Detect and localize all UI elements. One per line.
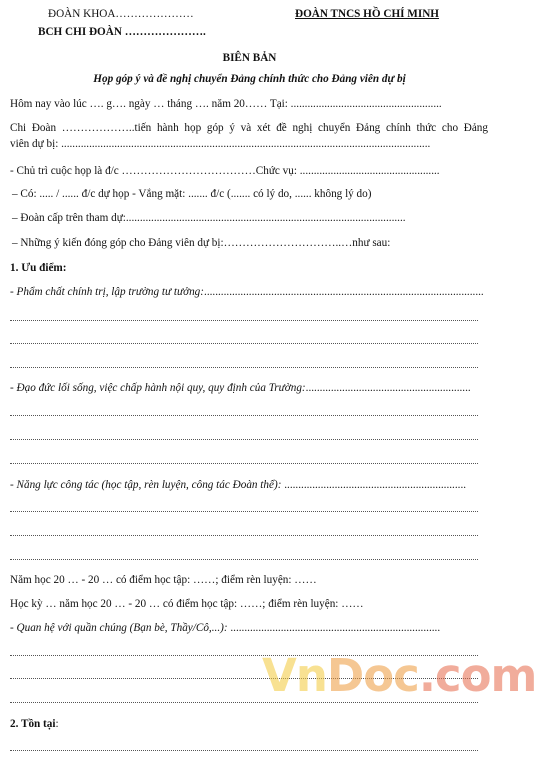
- section-1-heading: 1. Ưu điểm:: [10, 262, 67, 274]
- header-left-chidoan: BCH CHI ĐOÀN ………………….: [38, 26, 206, 38]
- item-2-row: [10, 381, 471, 395]
- chutri-line: - Chủ trì cuộc họp là đ/c ………………………………Chức vụ: ..................................................: [10, 165, 440, 177]
- item-1-label: - Phẩm chất chính trị, lập trường tư tưởng:: [10, 286, 205, 298]
- attendance-line: – Có: ..... / ...... đ/c dự họp - Vắng mặt: ....... đ/c (....... có lý do, ...... không lý do): [12, 188, 372, 200]
- chidoan-line-1: Chi Đoàn ………………..tiến hành họp góp ý và xét đề nghị chuyển Đảng chính thức cho Đảng: [10, 122, 488, 134]
- section-2-colon: :: [55, 718, 59, 730]
- page-subtitle: Họp góp ý và đề nghị chuyển Đảng chính thức cho Đảng viên dự bị: [93, 73, 406, 85]
- ykien-line: – Những ý kiến đóng góp cho Đảng viên dự bị:…………………………..…như sau:: [12, 237, 391, 249]
- section-2-row: [10, 717, 59, 731]
- dotted-line: [10, 463, 478, 464]
- item-1-row: [10, 285, 484, 299]
- item-2-dots: ...........................................................: [305, 382, 471, 394]
- dotted-line: [10, 559, 478, 560]
- doancap-line: – Đoàn cấp trên tham dự:....................................................................................................: [12, 212, 406, 224]
- dotted-line: [10, 535, 478, 536]
- item-3-row: [10, 478, 466, 492]
- item-3-dots: .................................................................: [281, 479, 467, 491]
- dotted-line: [10, 439, 478, 440]
- date-line: Hôm nay vào lúc …. g…. ngày … tháng …. năm 20…… Tại: ......................................................: [10, 98, 442, 110]
- dotted-line: [10, 750, 478, 751]
- dotted-line: [10, 511, 478, 512]
- dotted-line: [10, 367, 478, 368]
- item-3-label: - Năng lực công tác (học tập, rèn luyện, công tác Đoàn thể):: [10, 479, 282, 491]
- vndoc-watermark-logo: [262, 648, 536, 704]
- dotted-line: [10, 320, 478, 321]
- dotted-line: [10, 415, 478, 416]
- watermark-part-3: .com: [418, 649, 536, 702]
- dotted-line: [10, 343, 478, 344]
- item-4-row: [10, 621, 440, 635]
- item-4-label: - Quan hệ với quần chúng (Bạn bè, Thầy/Cô,...):: [10, 622, 228, 634]
- header-right-doan: ĐOÀN TNCS HỒ CHÍ MINH: [295, 8, 440, 20]
- chidoan-line-2: viên dự bị: ....................................................................................................................................: [10, 138, 431, 150]
- section-2-heading: 2. Tồn tại: [10, 718, 56, 730]
- header-left-khoa: ĐOÀN KHOA…………………: [48, 8, 194, 20]
- watermark-part-1: Vn: [262, 649, 327, 702]
- item-1-dots: ....................................................................................................: [204, 286, 484, 298]
- watermark-part-2: Doc: [326, 649, 419, 702]
- item-4-dots: ...........................................................................: [227, 622, 441, 634]
- item-2-label: - Đạo đức lối sống, việc chấp hành nội quy, quy định của Trường:: [10, 382, 306, 394]
- page-title: BIÊN BẢN: [222, 52, 277, 64]
- hocky-line: Học kỳ … năm học 20 … - 20 … có điểm học tập: ……; điểm rèn luyện: ……: [10, 598, 364, 610]
- namhoc-line: Năm học 20 … - 20 … có điểm học tập: ……; điểm rèn luyện: ……: [10, 574, 317, 586]
